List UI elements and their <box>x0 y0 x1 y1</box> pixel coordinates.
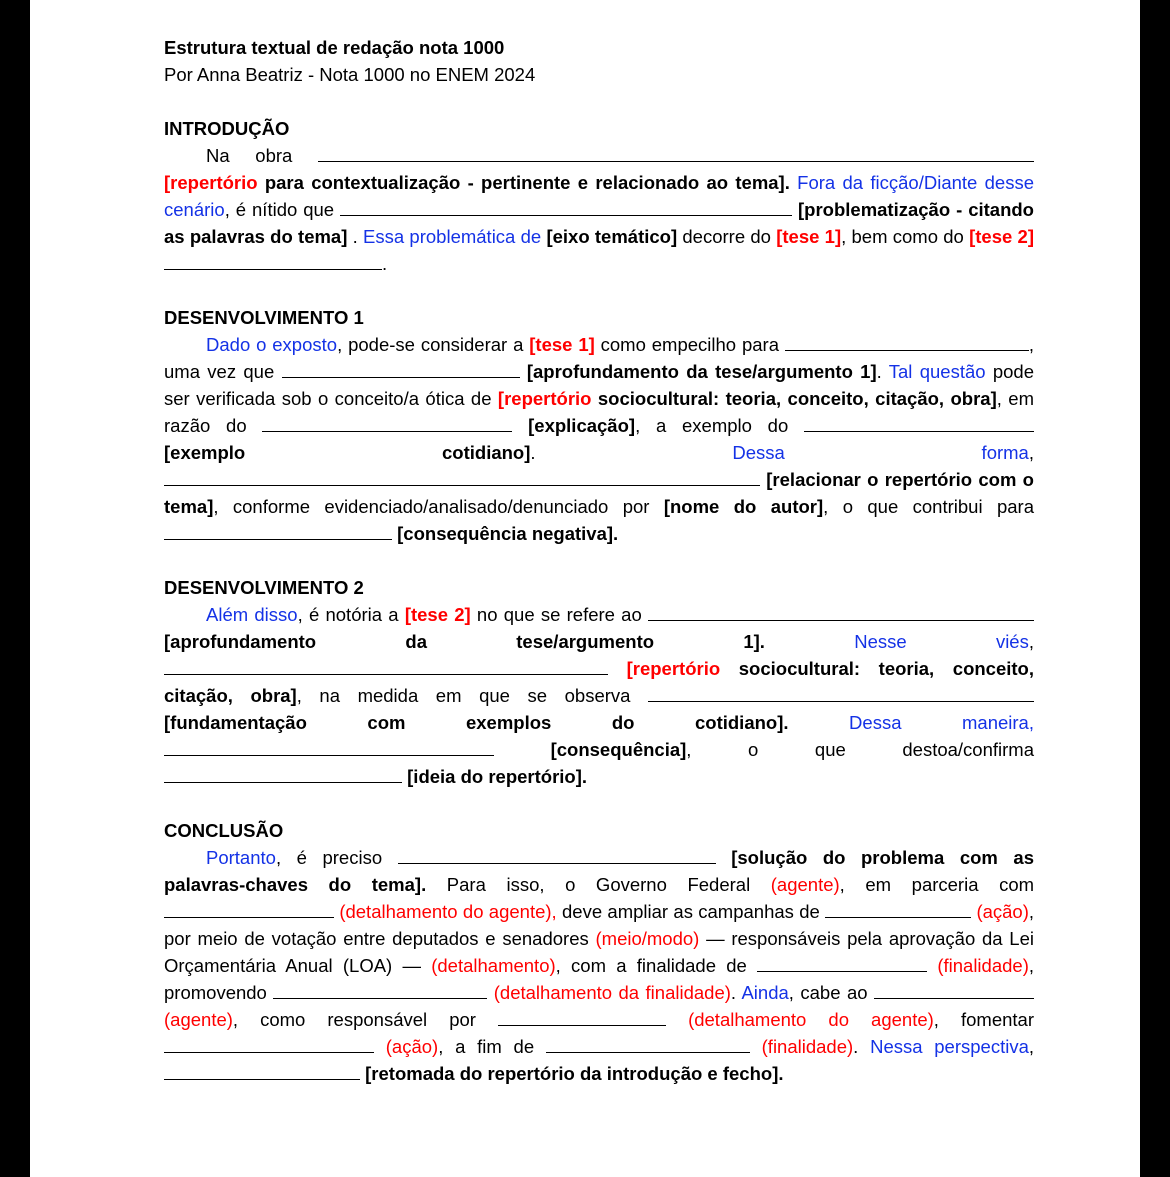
section-desenvolvimento-2 <box>164 574 1034 790</box>
connector-blue: Além disso <box>206 604 298 625</box>
section-heading: INTRODUÇÃO <box>164 118 290 139</box>
document-page <box>30 0 1140 1177</box>
section-paragraph <box>164 331 1034 547</box>
note-red: (detalhamento da finalidade) <box>487 982 731 1003</box>
bold-text: [retomada do repertório da introdução e fecho]. <box>360 1063 784 1084</box>
blank <box>282 360 520 378</box>
bold-text: [problematização - citando as palavras do tema] <box>164 199 1034 247</box>
highlight-red: [repertório <box>608 658 721 679</box>
blank <box>648 684 1034 702</box>
blank <box>273 981 487 999</box>
blank <box>164 1062 360 1080</box>
bold-text: [consequência negativa]. <box>392 523 619 544</box>
text: , como responsável por <box>232 1009 499 1030</box>
bold-text: [nome do autor] <box>663 496 824 517</box>
text: como empecilho para <box>594 334 785 355</box>
text: , é preciso <box>275 847 398 868</box>
section-paragraph <box>164 601 1034 790</box>
connector-blue: Portanto <box>206 847 276 868</box>
bold-text: sociocultural: teoria, conceito, citação, obra] <box>164 658 1034 706</box>
note-red: (finalidade) <box>927 955 1029 976</box>
section-heading: DESENVOLVIMENTO 2 <box>164 577 364 598</box>
bold-text: [explicação] <box>528 415 636 436</box>
text: , na medida em que se observa <box>296 685 648 706</box>
note-red: (detalhamento do agente), <box>334 901 557 922</box>
blank <box>164 900 334 918</box>
blank <box>340 198 792 216</box>
note-red: (finalidade) <box>749 1036 854 1057</box>
section-introducao <box>164 115 1034 277</box>
connector-blue: Nessa perspectiva <box>870 1036 1029 1057</box>
connector-blue: Ainda <box>741 982 789 1003</box>
section-desenvolvimento-1 <box>164 304 1034 547</box>
blank <box>164 738 494 756</box>
blank <box>785 333 1029 351</box>
highlight-red: [tese 2] <box>969 226 1034 247</box>
bold-text: para contextualização - pertinente e relacionado ao tema]. <box>257 172 790 193</box>
highlight-red: [tese 2] <box>404 604 471 625</box>
text: , o que contribui para <box>823 496 1034 517</box>
blank <box>398 846 716 864</box>
bold-text: [aprofundamento da tese/argumento 1]. <box>164 631 765 652</box>
text: , <box>1028 1036 1035 1057</box>
text: , promovendo <box>164 955 1034 1003</box>
text: , <box>1028 631 1034 652</box>
connector-blue: Dessa maneira, <box>788 712 1034 733</box>
blank <box>164 468 760 486</box>
bold-text: [fundamentação com exemplos do cotidiano]. <box>164 712 789 733</box>
text: , <box>1028 442 1034 463</box>
note-red: (detalhamento) <box>431 955 556 976</box>
text: . <box>876 361 889 382</box>
text: , em razão do <box>164 388 1034 436</box>
blank <box>164 252 382 270</box>
text: , cabe ao <box>788 982 874 1003</box>
text: Na obra <box>206 145 318 166</box>
text: . <box>382 253 388 274</box>
connector-blue: Dessa forma <box>732 442 1029 463</box>
bold-text: [solução do problema com as palavras-chaves do tema]. <box>164 847 1034 895</box>
note-red: (ação) <box>374 1036 439 1057</box>
note-red: (meio/modo) <box>595 928 700 949</box>
text: , uma vez que <box>164 334 1035 382</box>
document-body <box>164 34 1034 1087</box>
section-conclusao <box>164 817 1034 1087</box>
text: Para isso, o Governo Federal <box>426 874 771 895</box>
text: , pode-se considerar a <box>337 334 530 355</box>
text: . <box>530 442 733 463</box>
highlight-red: [tese 1] <box>776 226 842 247</box>
blank <box>164 657 608 675</box>
blank <box>825 900 971 918</box>
blank <box>164 522 392 540</box>
note-red: (agente) <box>770 874 840 895</box>
connector-blue: Dado o exposto <box>206 334 338 355</box>
text: , a exemplo do <box>635 415 805 436</box>
section-heading: DESENVOLVIMENTO 1 <box>164 307 364 328</box>
text: . <box>730 982 742 1003</box>
text: pode ser verificada sob o conceito/a ótica de <box>164 361 1034 409</box>
text: , em parceria com <box>839 874 1035 895</box>
bold-text: [aprofundamento da tese/argumento 1] <box>519 361 877 382</box>
text: — responsáveis pela aprovação da Lei Orçamentária Anual (LOA) — <box>164 928 1034 976</box>
connector-blue: Tal questão <box>888 361 986 382</box>
blank <box>498 1008 666 1026</box>
text: , com a finalidade de <box>555 955 758 976</box>
document-title: Estrutura textual de redação nota 1000 <box>164 37 505 58</box>
section-heading: CONCLUSÃO <box>164 820 284 841</box>
text: , é notória a <box>297 604 405 625</box>
blank <box>648 603 1034 621</box>
note-red: (detalhamento do agente) <box>666 1009 934 1030</box>
text: , bem como do <box>841 226 970 247</box>
text: , a fim de <box>438 1036 546 1057</box>
highlight-red: [repertório <box>497 388 592 409</box>
text: decorre do <box>677 226 777 247</box>
blank <box>164 765 402 783</box>
bold-text: sociocultural: teoria, conceito, citação, obra] <box>591 388 997 409</box>
bold-text: [relacionar o repertório com o tema] <box>164 469 1034 517</box>
bold-text: [eixo temático] <box>541 226 678 247</box>
text: , o que destoa/confirma <box>686 739 1034 760</box>
text: deve ampliar as campanhas de <box>556 901 826 922</box>
blank <box>804 414 1034 432</box>
blank <box>546 1035 750 1053</box>
blank <box>318 144 1034 162</box>
bold-text: [exemplo cotidiano] <box>164 442 531 463</box>
document-subtitle: Por Anna Beatriz - Nota 1000 no ENEM 2024 <box>164 64 536 85</box>
blank <box>757 954 927 972</box>
section-paragraph <box>164 844 1034 1087</box>
blank <box>164 1035 374 1053</box>
text: . <box>347 226 364 247</box>
bold-text: [consequência] <box>494 739 687 760</box>
connector-blue: Essa problemática de <box>363 226 542 247</box>
note-red: (agente) <box>164 1009 233 1030</box>
text: , fomentar <box>933 1009 1035 1030</box>
section-paragraph <box>164 142 1034 277</box>
text: , é nítido que <box>224 199 341 220</box>
text: . <box>853 1036 871 1057</box>
highlight-red: [tese 1] <box>529 334 595 355</box>
text: , por meio de votação entre deputados e senadores <box>164 901 1035 949</box>
highlight-red: [repertório <box>164 172 258 193</box>
blank <box>874 981 1034 999</box>
blank <box>262 414 512 432</box>
note-red: (ação) <box>971 901 1029 922</box>
bold-text: [ideia do repertório]. <box>402 766 588 787</box>
connector-blue: Nesse viés <box>764 631 1029 652</box>
text: , conforme evidenciado/analisado/denunciado por <box>213 496 664 517</box>
text: no que se refere ao <box>470 604 648 625</box>
connector-blue: Fora da ficção/Diante desse cenário <box>164 172 1034 220</box>
